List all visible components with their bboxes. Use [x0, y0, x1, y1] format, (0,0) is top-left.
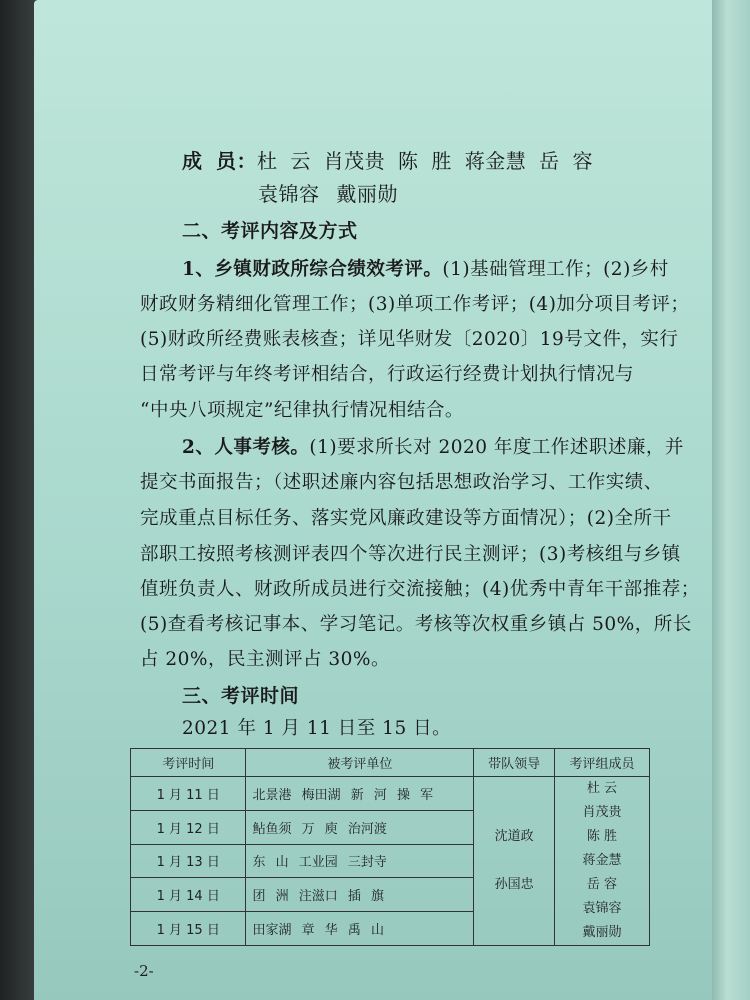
member-name: 袁锦容 — [582, 901, 622, 916]
row-time: 1 月 14 日 — [131, 878, 246, 912]
member-name: 陈 胜 — [586, 829, 618, 844]
item1-text-4: “中央八项规定”纪律执行情况相结合。 — [140, 400, 464, 421]
item2-text-2: 完成重点目标任务、落实党风廉政建设等方面情况）；(2)全所干 — [140, 508, 672, 529]
row-time: 1 月 11 日 — [131, 777, 246, 811]
row-units: 北景港 梅田湖 新 河 操 军 — [246, 777, 474, 811]
item2-text-6: 占 20%，民主测评占 30%。 — [140, 649, 391, 670]
item2-text-5: (5)查看考核记事本、学习笔记。考核等次权重乡镇占 50%，所长 — [140, 614, 692, 635]
member-name: 蒋金慧 — [582, 853, 622, 868]
member-name: 岳 容 — [586, 877, 618, 892]
item2-text-3: 部职工按照考核测评表四个等次进行民主测评；(3)考核组与乡镇 — [140, 544, 681, 565]
members-line-2: 袁锦容 戴丽勋 — [258, 182, 398, 206]
header-members: 考评组成员 — [554, 749, 649, 777]
leader-name: 沈道政 — [494, 829, 534, 844]
item1-text-1: 财政财务精细化管理工作；(3)单项工作考评；(4)加分项目考评； — [140, 294, 690, 315]
row-units: 田家湖 章 华 禹 山 — [246, 912, 474, 946]
item1-first-line — [182, 255, 669, 281]
item1-text-0: (1)基础管理工作；(2)乡村 — [442, 259, 669, 280]
member-name: 肖茂贵 — [582, 805, 622, 820]
item2-text-1: 提交书面报告；（述职述廉内容包括思想政治学习、工作实绩、 — [140, 472, 663, 493]
page-edge-right — [712, 0, 750, 1000]
table-row — [131, 777, 650, 811]
header-unit: 被考评单位 — [246, 749, 474, 777]
leader-name: 孙国忠 — [494, 877, 534, 892]
section3-text: 2021 年 1 月 11 日至 15 日。 — [182, 718, 452, 739]
section2-title: 二、考评内容及方式 — [182, 220, 358, 242]
members-line-1 — [182, 145, 593, 174]
members-label: 成 员： — [182, 149, 257, 173]
background-left — [0, 0, 38, 1000]
header-time: 考评时间 — [131, 749, 246, 777]
row-units: 东 山 工业园 三封寺 — [246, 844, 474, 878]
item2-first-line — [182, 433, 684, 459]
row-units: 鲇鱼须 万 庾 治河渡 — [246, 810, 474, 844]
row-time: 1 月 15 日 — [131, 912, 246, 946]
section3-title: 三、考评时间 — [182, 685, 300, 707]
member-name: 杜 云 — [586, 781, 618, 796]
members-cell — [554, 777, 649, 946]
item2-text-0: (1)要求所长对 2020 年度工作述职述廉，并 — [309, 437, 684, 458]
item2-title: 2、人事考核。 — [182, 437, 310, 458]
leaders-cell — [474, 777, 555, 946]
table-header-row — [131, 749, 650, 777]
schedule-table — [130, 748, 650, 946]
header-leader: 带队领导 — [474, 749, 555, 777]
page-number: -2- — [134, 962, 154, 980]
row-units: 团 洲 注滋口 插 旗 — [246, 878, 474, 912]
item2-text-4: 值班负责人、财政所成员进行交流接触；(4)优秀中青年干部推荐； — [140, 579, 700, 600]
item1-title: 1、乡镇财政所综合绩效考评。 — [182, 259, 443, 280]
item1-text-3: 日常考评与年终考评相结合，行政运行经费计划执行情况与 — [140, 364, 635, 385]
row-time: 1 月 12 日 — [131, 810, 246, 844]
row-time: 1 月 13 日 — [131, 844, 246, 878]
members-names-1: 杜 云 肖茂贵 陈 胜 蒋金慧 岳 容 — [256, 149, 593, 173]
item1-text-2: (5)财政所经费账表核查；详见华财发〔2020〕19号文件，实行 — [140, 329, 679, 350]
member-name: 戴丽勋 — [582, 925, 622, 940]
